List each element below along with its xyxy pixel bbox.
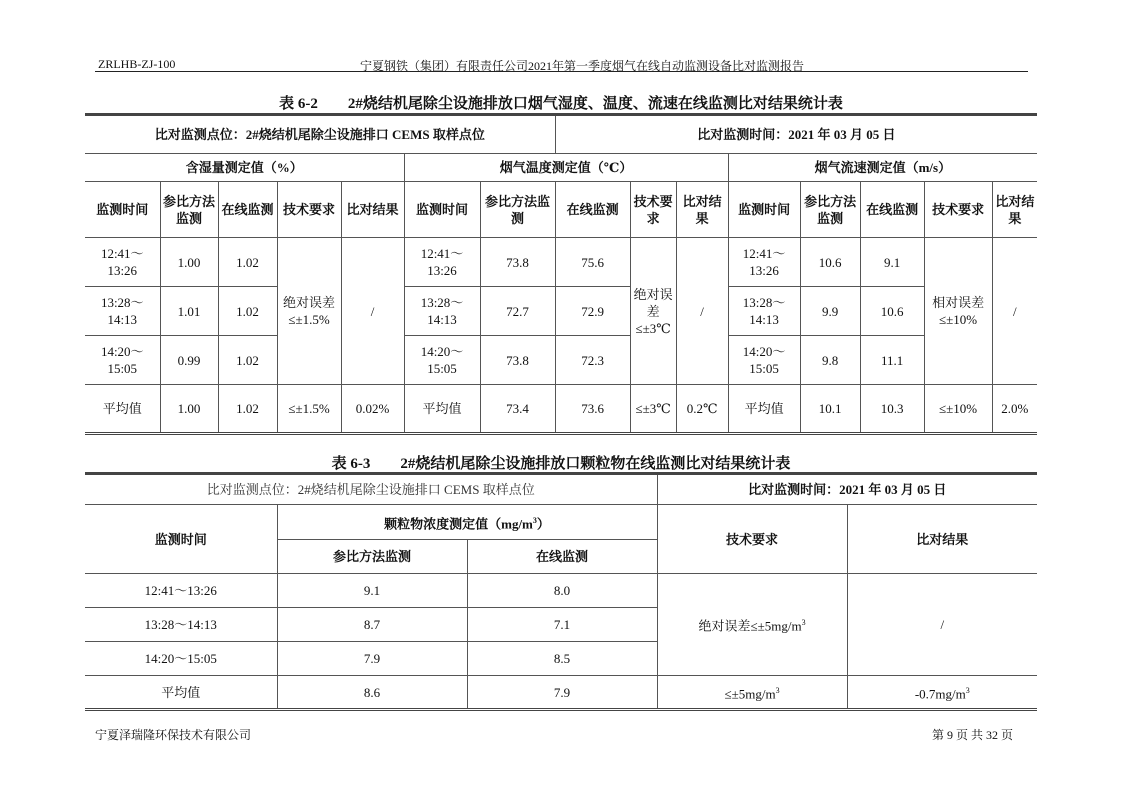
table2-title: 表 6-3 2#烧结机尾除尘设施排放口颗粒物在线监测比对结果统计表 [331, 456, 791, 472]
cell: 14:20～15:05 [85, 336, 160, 385]
table2-avg-row [85, 676, 1037, 710]
cell: 73.6 [555, 385, 630, 434]
cell: 12:41～13:26 [728, 238, 800, 287]
cell: 7.9 [277, 642, 467, 676]
col-ref: 参比方法监测 [277, 540, 467, 574]
col-req: 技术要求 [630, 182, 676, 238]
cell: 1.01 [160, 287, 218, 336]
cell: 2.0% [992, 385, 1037, 434]
cell: 1.02 [218, 385, 277, 434]
cell: 绝对误差≤±1.5% [277, 238, 341, 385]
cell: 11.1 [860, 336, 924, 385]
cell: / [847, 574, 1037, 676]
col-req: 技术要求 [924, 182, 992, 238]
superscript: 3 [965, 685, 970, 695]
col-ref: 参比方法监测 [160, 182, 218, 238]
cell: ≤±3℃ [630, 385, 676, 434]
superscript: 3 [775, 685, 780, 695]
cell: 8.7 [277, 608, 467, 642]
cell: 1.02 [218, 238, 277, 287]
group-temperature: 烟气温度测定值（℃） [404, 154, 728, 182]
cell: 8.0 [467, 574, 657, 608]
avg-label: 平均值 [404, 385, 480, 434]
text: ≤±5mg/m [724, 686, 776, 702]
cell: 12:41～13:26 [85, 238, 160, 287]
cell: 0.02% [341, 385, 404, 434]
cell: 13:28～14:13 [85, 287, 160, 336]
superscript: 3 [801, 618, 806, 628]
cell: 9.8 [800, 336, 860, 385]
group-humidity: 含湿量测定值（%） [85, 154, 404, 182]
table1-title: 表 6-2 2#烧结机尾除尘设施排放口烟气湿度、温度、流速在线监测比对结果统计表 [279, 96, 843, 112]
cell: / [341, 238, 404, 385]
table2-row [85, 574, 1037, 608]
cell: 14:20～15:05 [404, 336, 480, 385]
col-req: 技术要求 [277, 182, 341, 238]
text: -0.7mg/m [914, 686, 966, 702]
cell: 1.02 [218, 287, 277, 336]
text: 绝对误差≤±5mg/m [698, 618, 802, 634]
cell: 10.6 [800, 238, 860, 287]
col-online: 在线监测 [860, 182, 924, 238]
col-time: 监测时间 [728, 182, 800, 238]
cell: 1.02 [218, 336, 277, 385]
table1-location: 比对监测点位：2#烧结机尾除尘设施排口 CEMS 取样点位 [85, 115, 555, 154]
cell: 1.00 [160, 385, 218, 434]
col-online: 在线监测 [555, 182, 630, 238]
report-title: 宁夏钢铁（集团）有限责任公司2021年第一季度烟气在线自动监测设备比对监测报告 [360, 59, 805, 73]
cell: 73.8 [480, 336, 555, 385]
cell: 10.6 [860, 287, 924, 336]
col-ref: 参比方法监测 [800, 182, 860, 238]
table2-time: 比对监测时间：2021 年 03 月 05 日 [657, 474, 1037, 505]
col-result: 比对结果 [676, 182, 728, 238]
col-time: 监测时间 [404, 182, 480, 238]
cell: 12:41～13:26 [85, 574, 277, 608]
page-number: 第 9 页 共 32 页 [932, 728, 1014, 742]
col-online: 在线监测 [467, 540, 657, 574]
cell: 7.1 [467, 608, 657, 642]
cell: 9.9 [800, 287, 860, 336]
table2 [85, 472, 1037, 711]
cell: 73.4 [480, 385, 555, 434]
col-result: 比对结果 [992, 182, 1037, 238]
cell: 10.1 [800, 385, 860, 434]
cell: 0.2℃ [676, 385, 728, 434]
avg-label: 平均值 [85, 385, 160, 434]
col-ref: 参比方法监测 [480, 182, 555, 238]
cell: 9.1 [860, 238, 924, 287]
cell: 相对误差≤±10% [924, 238, 992, 385]
table1 [85, 113, 1037, 435]
cell: 72.9 [555, 287, 630, 336]
group-velocity: 烟气流速测定值（m/s） [728, 154, 1037, 182]
superscript: 3 [532, 515, 537, 525]
cell: 72.3 [555, 336, 630, 385]
table1-row [85, 238, 1037, 287]
cell: 8.6 [277, 676, 467, 710]
col-req: 技术要求 [657, 505, 847, 574]
col-time: 监测时间 [85, 505, 277, 574]
cell: 绝对误差≤±3℃ [630, 238, 676, 385]
table1-row [85, 336, 1037, 385]
col-result: 比对结果 [847, 505, 1037, 574]
group-particulate [277, 505, 657, 540]
doc-code: ZRLHB-ZJ-100 [98, 57, 176, 71]
cell: 10.3 [860, 385, 924, 434]
cell: 0.99 [160, 336, 218, 385]
cell: 73.8 [480, 238, 555, 287]
cell: ≤±1.5% [277, 385, 341, 434]
avg-req [657, 676, 847, 710]
cell: 13:28～14:13 [85, 608, 277, 642]
cell: 7.9 [467, 676, 657, 710]
cell: 14:20～15:05 [728, 336, 800, 385]
group-label-end: ） [536, 516, 550, 532]
group-label: 颗粒物浓度测定值（mg/m [384, 516, 533, 532]
cell: 75.6 [555, 238, 630, 287]
cell: 14:20～15:05 [85, 642, 277, 676]
table1-avg-row [85, 385, 1037, 434]
table1-row [85, 287, 1037, 336]
cell: 1.00 [160, 238, 218, 287]
table1-time: 比对监测时间：2021 年 03 月 05 日 [555, 115, 1037, 154]
footer-company: 宁夏泽瑞隆环保技术有限公司 [95, 728, 252, 742]
cell: 8.5 [467, 642, 657, 676]
table2-location: 比对监测点位：2#烧结机尾除尘设施排口 CEMS 取样点位 [85, 474, 657, 505]
cell: ≤±10% [924, 385, 992, 434]
col-time: 监测时间 [85, 182, 160, 238]
avg-label: 平均值 [85, 676, 277, 710]
cell: 13:28～14:13 [728, 287, 800, 336]
cell: / [992, 238, 1037, 385]
cell: 13:28～14:13 [404, 287, 480, 336]
header-divider [95, 71, 1028, 72]
cell: 9.1 [277, 574, 467, 608]
cell: / [676, 238, 728, 385]
cell: 72.7 [480, 287, 555, 336]
avg-label: 平均值 [728, 385, 800, 434]
req-cell [657, 574, 847, 676]
cell: 12:41～13:26 [404, 238, 480, 287]
avg-result [847, 676, 1037, 710]
col-result: 比对结果 [341, 182, 404, 238]
col-online: 在线监测 [218, 182, 277, 238]
table1-subheader [85, 182, 1037, 238]
